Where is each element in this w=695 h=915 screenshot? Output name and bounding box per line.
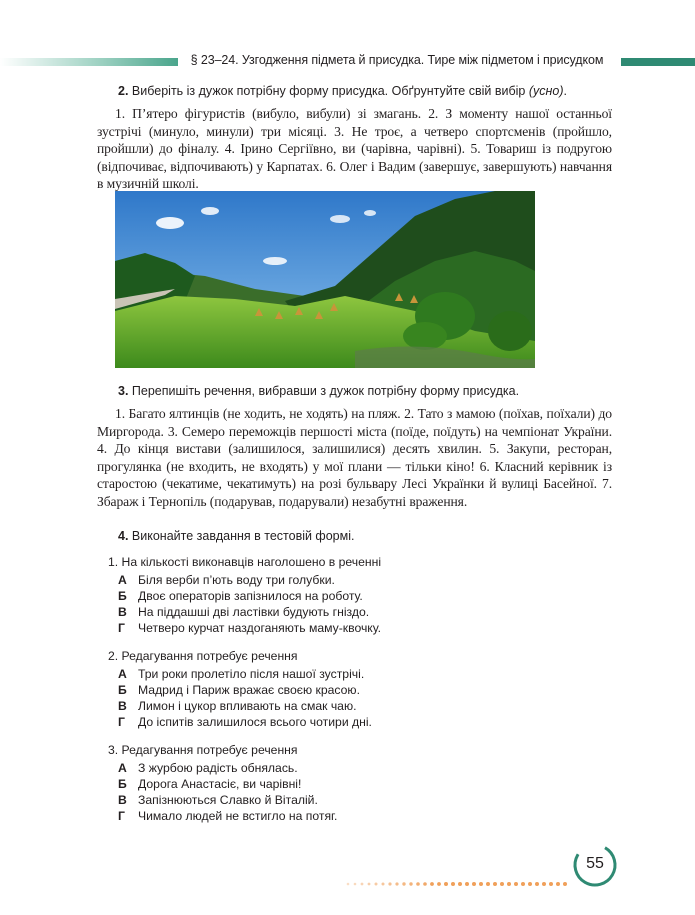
task-3-heading	[118, 384, 519, 398]
task-2-note: (усно)	[528, 84, 564, 98]
page-number-badge	[571, 841, 619, 889]
q3-option-a-text: З журбою радість обнялась.	[138, 761, 298, 775]
q1-option-a-text: Біля верби п’ють воду три голубки.	[138, 573, 335, 587]
question-3-label: 3. Редагування потребує речення	[108, 743, 298, 757]
q2-option-a-text: Три роки пролетіло після нашої зустрічі.	[138, 667, 365, 681]
task-2-heading	[118, 84, 567, 98]
q2-option-h-letter: Г	[118, 715, 125, 729]
page-number: 55	[586, 855, 604, 872]
q2-option-v-letter: В	[118, 699, 127, 713]
q3-option-h-letter: Г	[118, 809, 125, 823]
q2-option-h-text: До іспитів залишилося всього чотири дні.	[138, 715, 372, 729]
q1-option-h-text: Четверо курчат наздоганяють маму-квочку.	[138, 621, 382, 635]
task-2-number: 2.	[118, 84, 129, 98]
q1-option-b-letter: Б	[118, 589, 127, 603]
q2-option-b-letter: Б	[118, 683, 127, 697]
q2-option-a-letter: А	[118, 667, 127, 681]
q1-option-v-text: На піддашші дві ластівки будують гніздо.	[138, 605, 370, 619]
q1-option-v-letter: В	[118, 605, 127, 619]
task-2-instruction: Виберіть із дужок потрібну форму присудка. Обґрунтуйте свій вибір	[131, 84, 526, 98]
footer-dotted-line	[345, 874, 575, 880]
mountain-landscape-photo	[115, 191, 535, 368]
q1-option-a-letter: А	[118, 573, 127, 587]
q2-option-v-text: Лимон і цукор впливають на смак чаю.	[138, 699, 357, 713]
q2-option-b-text: Мадрид і Париж вражає своєю красою.	[138, 683, 360, 697]
q3-option-h-text: Чимало людей не встигло на потяг.	[138, 809, 338, 823]
question-2-label: 2. Редагування потребує речення	[108, 649, 298, 663]
q3-option-b-letter: Б	[118, 777, 127, 791]
task-4-number: 4.	[118, 529, 129, 543]
q3-option-v-text: Запізнюються Славко й Віталій.	[138, 793, 318, 807]
task-4-heading	[118, 529, 354, 543]
task-4-instruction: Виконайте завдання в тестовій формі.	[131, 529, 355, 543]
q3-option-b-text: Дорога Анастасіє, ви чарівні!	[138, 777, 302, 791]
page-header-title: § 23–24. Узгодження підмета й присудка. Тире між підметом і присудком	[190, 53, 604, 67]
task-3-paragraph: 1. Багато ялтинців (не ходить, не ходять) на пляж. 2. Тато з мамою (поїхав, поїхали) до Миргорода. 3. Семеро переможців першості міста (поїде, поїдуть) на чемпіонат України. 4. До кінця вистави (залишилося, залишилися) десять хвилин. 5. Закупи, ресторан, прогулянка (не входить, не входять) у мої плани — тільки кіно! 6. Класний керівник із старостою (чекатиме, чекатимуть) на розі бульвару Лесі Українки й вулиці Басейної. 7. Збараж і Тернопіль (подарував, подарували) незабутні враження.	[97, 406, 612, 509]
task-3-instruction: Перепишіть речення, вибравши з дужок потрібну форму присудка.	[131, 384, 520, 398]
task-2-paragraph: 1. П’ятеро фігуристів (вибуло, вибули) зі змагань. 2. З моменту нашої останньої зустрічі (минуло, минули) три місяці. 3. Не троє, а четверо спортсменів (пройшло, пройшли) до фіналу. 4. Ірино Сергіївно, ви (чарівна, чарівні). 5. Товариш із подругою (відпочиває, відпочивають) у Карпатах. 6. Олег і Вадим (завершує, завершують) навчання в музичній школі.	[97, 106, 612, 192]
q1-option-b-text: Двоє операторів запізнилося на роботу.	[138, 589, 363, 603]
q3-option-a-letter: А	[118, 761, 127, 775]
q3-option-v-letter: В	[118, 793, 127, 807]
task-2-heading-end: .	[563, 84, 567, 98]
q1-option-h-letter: Г	[118, 621, 125, 635]
header-decor-left	[0, 58, 178, 66]
question-1-label: 1. На кількості виконавців наголошено в реченні	[108, 555, 382, 569]
header-decor-right	[621, 58, 695, 66]
task-3-number: 3.	[118, 384, 129, 398]
